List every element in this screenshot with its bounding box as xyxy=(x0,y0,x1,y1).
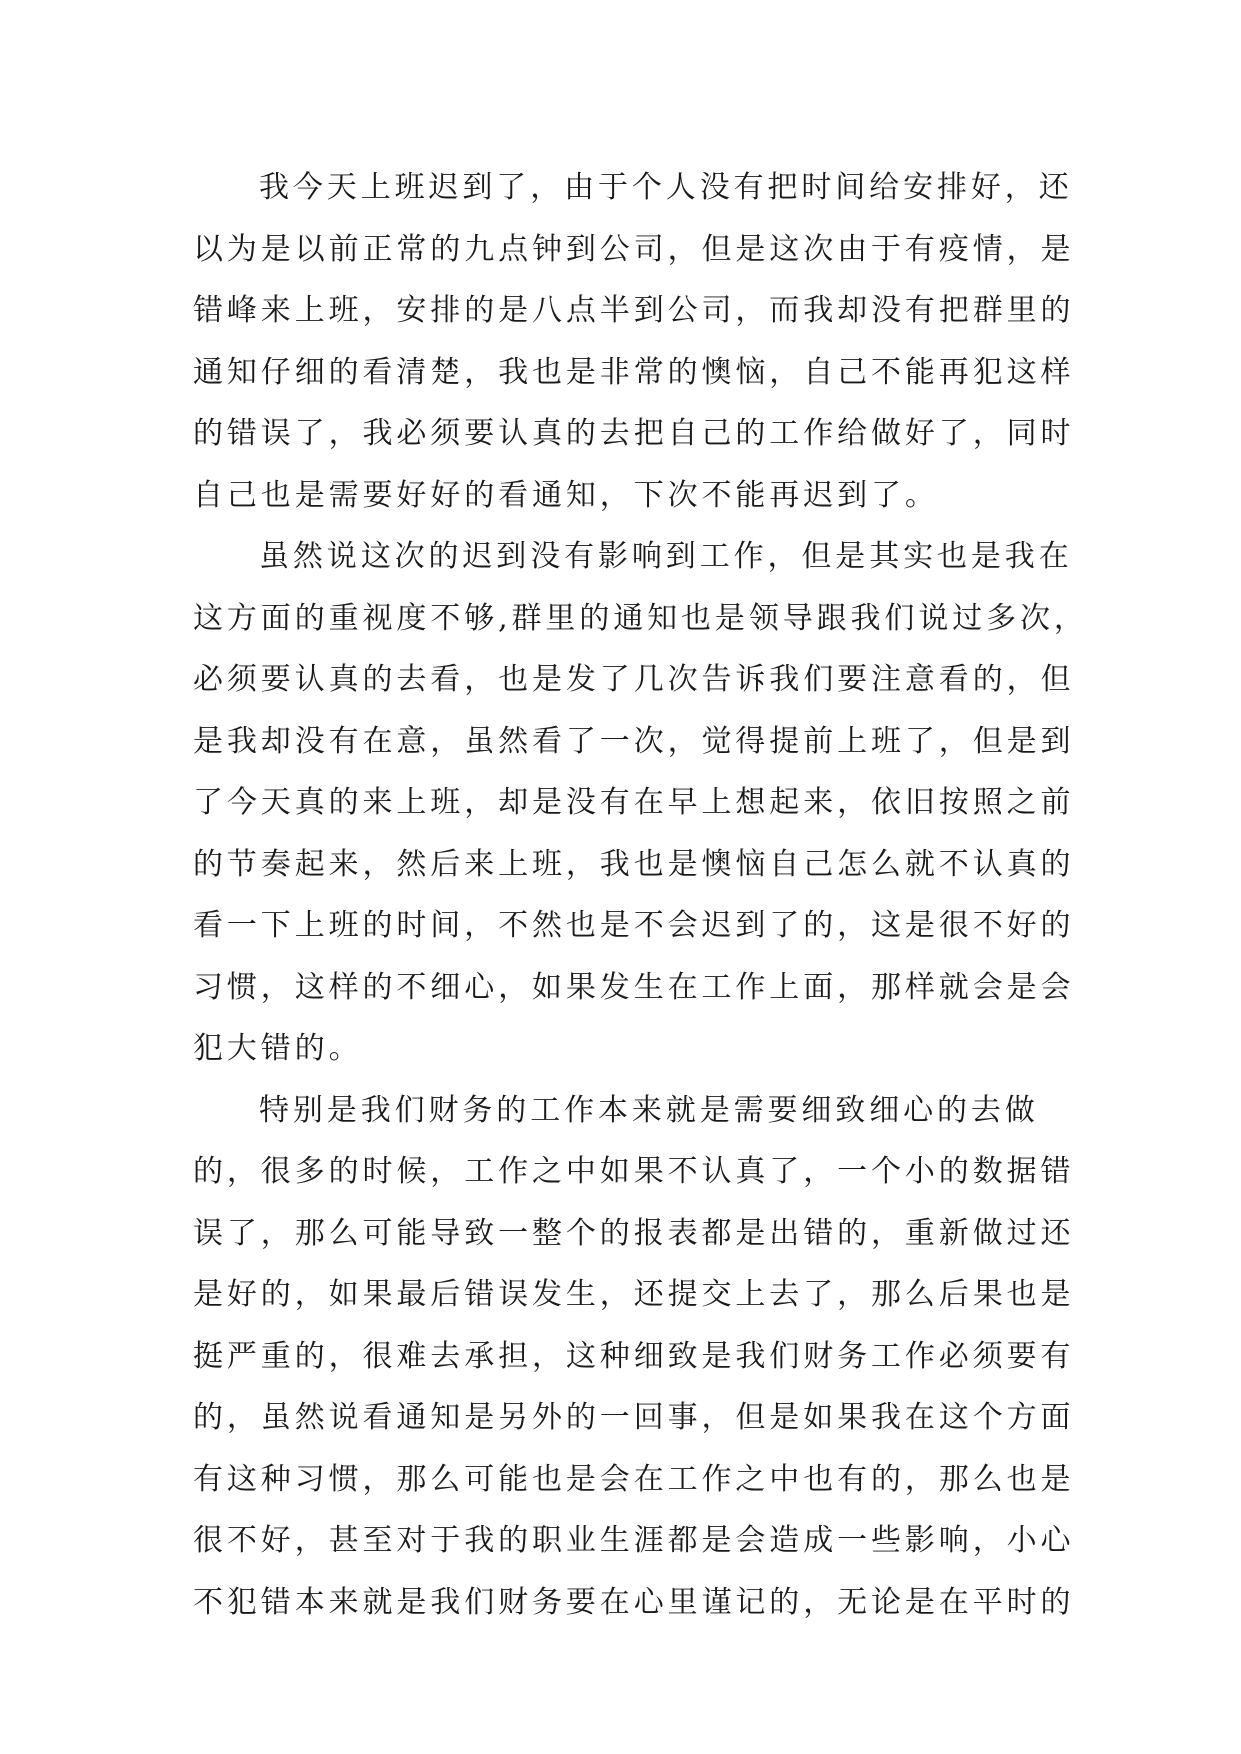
paragraph-2-line-7: 看一下上班的时间，不然也是不会迟到了的，这是很不好的 xyxy=(193,908,1075,943)
paragraph-3-line-7: 有这种习惯，那么可能也是会在工作之中也有的，那么也是 xyxy=(193,1461,1075,1497)
paragraph-2-line-5: 了今天真的来上班，却是没有在早上想起来，依旧按照之前 xyxy=(193,785,1075,820)
paragraph-2-line-6: 的节奏起来，然后来上班，我也是懊恼自己怎么就不认真的 xyxy=(193,846,1075,882)
paragraph-3-line-1: 特别是我们财务的工作本来就是需要细致细心的去做 xyxy=(259,1092,1039,1128)
paragraph-1-line-2: 以为是以前正常的九点钟到公司，但是这次由于有疫情，是 xyxy=(193,231,1075,267)
paragraph-2-line-2: 这方面的重视度不够,群里的通知也是领导跟我们说过多次， xyxy=(193,600,1088,636)
paragraph-1-line-4: 通知仔细的看清楚，我也是非常的懊恼，自己不能再犯这样 xyxy=(193,354,1075,390)
paragraph-2-line-1: 虽然说这次的迟到没有影响到工作，但是其实也是我在 xyxy=(259,539,1073,574)
paragraph-3-line-5: 挺严重的，很难去承担，这种细致是我们财务工作必须要有 xyxy=(193,1338,1075,1374)
paragraph-3-line-6: 的，虽然说看通知是另外的一回事，但是如果我在这个方面 xyxy=(193,1400,1075,1435)
paragraph-2-line-4: 是我却没有在意，虽然看了一次，觉得提前上班了，但是到 xyxy=(193,723,1075,759)
paragraph-3-line-9: 不犯错本来就是我们财务要在心里谨记的，无论是在平时的 xyxy=(193,1584,1075,1620)
paragraph-1-line-6: 自己也是需要好好的看通知，下次不能再迟到了。 xyxy=(193,477,939,513)
paragraph-2-line-8: 习惯，这样的不细心，如果发生在工作上面，那样就会是会 xyxy=(193,969,1075,1005)
paragraph-3-line-8: 很不好，甚至对于我的职业生涯都是会造成一些影响，小心 xyxy=(193,1523,1075,1558)
paragraph-2-line-9: 犯大错的。 xyxy=(193,1031,363,1066)
document-body xyxy=(193,157,1088,1633)
paragraph-3-line-4: 是好的，如果最后错误发生，还提交上去了，那么后果也是 xyxy=(193,1277,1075,1312)
paragraph-1-line-3: 错峰来上班，安排的是八点半到公司，而我却没有把群里的 xyxy=(193,293,1075,328)
paragraph-1-line-5: 的错误了，我必须要认真的去把自己的工作给做好了，同时 xyxy=(193,416,1075,451)
paragraph-2-line-3: 必须要认真的去看，也是发了几次告诉我们要注意看的，但 xyxy=(193,662,1075,697)
paragraph-3-line-2: 的，很多的时候，工作之中如果不认真了，一个小的数据错 xyxy=(193,1154,1075,1189)
paragraph-1-line-1: 我今天上班迟到了，由于个人没有把时间给安排好，还 xyxy=(259,170,1073,205)
paragraph-3-line-3: 误了，那么可能导致一整个的报表都是出错的，重新做过还 xyxy=(193,1215,1075,1251)
